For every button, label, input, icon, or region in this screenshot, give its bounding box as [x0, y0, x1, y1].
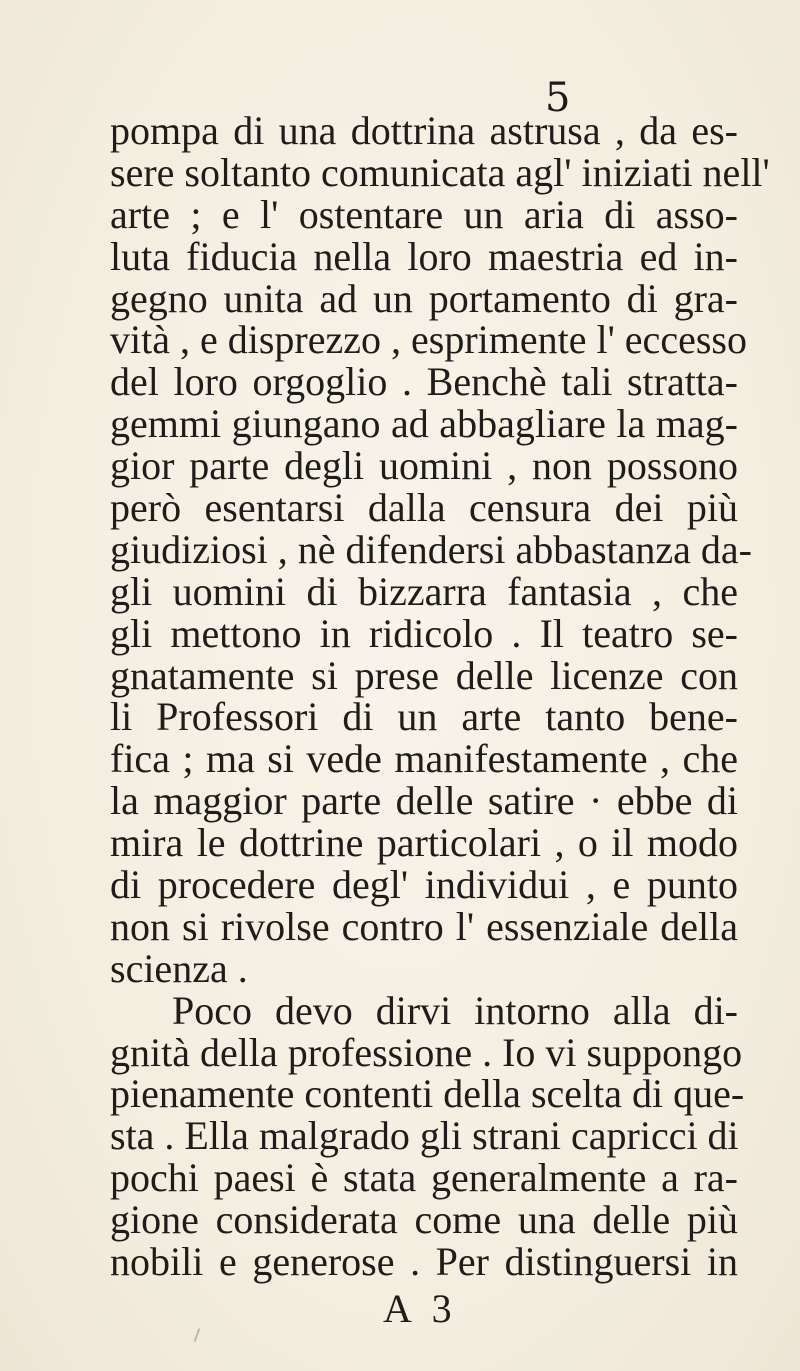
text-line: pochi paesi è stata generalmente a ra- — [110, 1155, 738, 1201]
text-line: però esentarsi dalla censura dei più — [110, 485, 738, 531]
text-line: del loro orgoglio . Benchè tali stratta- — [110, 359, 738, 405]
text-line: gior parte degli uomini , non possono — [110, 443, 738, 489]
text-line: giudiziosi , nè difendersi abbastanza da- — [110, 526, 752, 572]
text-line: sta . Ella malgrado gli strani capricci di — [110, 1113, 739, 1159]
body-text — [110, 108, 770, 1285]
text-line: di procedere degl' individui , e punto — [110, 862, 738, 908]
text-line: scienza . — [110, 945, 248, 991]
text-line: gegno unita ad un portamento di gra- — [110, 275, 738, 321]
paper-speck — [194, 1328, 201, 1342]
text-line: li Professori di un arte tanto bene- — [110, 694, 738, 740]
text-line: arte ; e l' ostentare un aria di asso- — [110, 191, 738, 237]
text-line: mira le dottrine particolari , o il modo — [110, 820, 738, 866]
text-line: nobili e generose . Per distinguersi in — [110, 1239, 738, 1285]
text-line: pompa di una dottrina astrusa , da es- — [110, 108, 738, 153]
page-number: 5 — [545, 75, 571, 121]
text-line: Poco devo dirvi intorno alla di- — [172, 987, 738, 1033]
text-line: fica ; ma si vede manifestamente , che — [110, 736, 738, 782]
text-line: non si rivolse contro l' essenziale della — [110, 903, 738, 949]
text-line: gnatamente si prese delle licenze con — [110, 652, 738, 698]
text-line: la maggior parte delle satire · ebbe di — [110, 778, 738, 824]
text-line: sere soltanto comunicata agl' iniziati nell' — [110, 149, 770, 195]
text-line: gnità della professione . Io vi suppongo — [110, 1029, 743, 1075]
text-line: gli uomini di bizzarra fantasia , che — [110, 568, 738, 614]
text-line: gione considerata come una delle più — [110, 1197, 738, 1243]
text-line: gli mettono in ridicolo . Il teatro se- — [110, 610, 738, 656]
text-line: luta fiducia nella loro maestria ed in- — [110, 233, 738, 279]
signature-mark: A 3 — [383, 1286, 458, 1331]
text-line: pienamente contenti della scelta di que- — [110, 1071, 745, 1117]
text-line: gemmi giungano ad abbagliare la mag- — [110, 401, 738, 447]
text-line: vità , e disprezzo , esprimente l' eccesso — [110, 317, 747, 363]
